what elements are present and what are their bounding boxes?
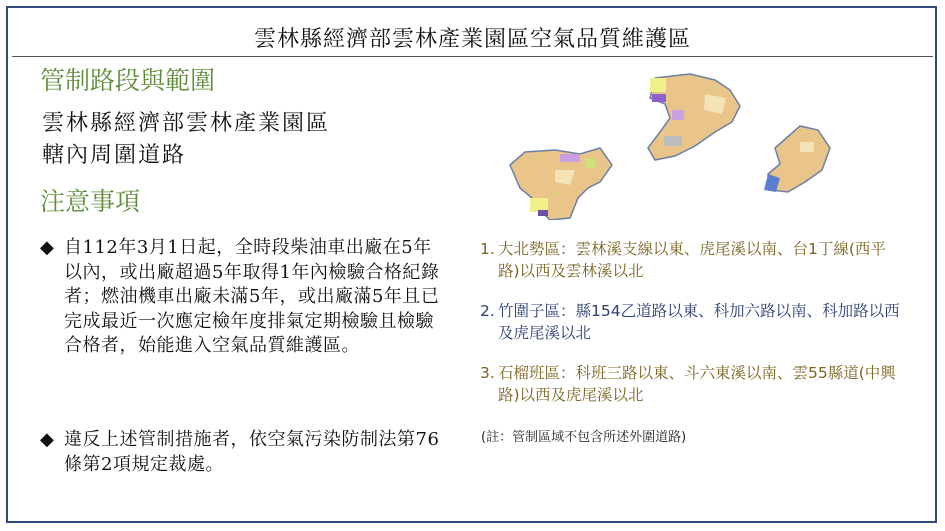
title-divider [12,56,933,57]
zone-text-1: 大北勢區：雲林溪支線以東、虎尾溪以南、台1丁線(西平路)以西及雲林溪以北 [498,240,886,280]
zone-item-3 [480,362,900,406]
scope-line-2: 轄內周圍道路 [42,143,187,168]
slide-title: 雲林縣經濟部雲林產業園區空氣品質維護區 [253,27,691,52]
zone-list [480,238,900,424]
zone-text-3: 石榴班區：科班三路以東、斗六東溪以南、雲55縣道(中興路)以西及虎尾溪以北 [498,364,896,404]
industrial-park-map [500,70,840,220]
zone-item-1 [480,238,900,282]
control-scope-heading: 管制路段與範圍 [40,66,216,95]
bullet-text-2: 違反上述管制措施者，依空氣污染防制法第76條第2項規定裁處。 [64,429,440,475]
bullet-text-1: 自112年3月1日起，全時段柴油車出廠在5年以內，或出廠超過5年取得1年內檢驗合格紀錄者；燃油機車出廠未滿5年，或出廠滿5年且已完成最近一次應定檢年度排氣定期檢驗且檢驗合格者，始能進入空氣品質維護區。 [64,237,440,356]
zone-text-2: 竹圍子區：縣154乙道路以東、科加六路以南、科加路以西及虎尾溪以北 [498,302,900,342]
scope-line-1: 雲林縣經濟部雲林產業園區 [42,111,331,136]
zone-map-west [510,148,612,220]
diamond-bullet-icon: ◆ [40,237,55,258]
zone-number-3: 3. [480,364,495,382]
zone-number-2: 2. [480,302,495,320]
notes-heading: 注意事項 [40,187,141,216]
zone-map-east [764,126,830,192]
zone-number-1: 1. [480,240,495,258]
zone-item-2 [480,300,900,344]
control-scope-text [42,108,330,172]
bullet-item-1 [40,236,450,359]
zone-map-central [648,74,740,160]
footnote: (註：管制區域不包含所述外圍道路) [481,430,687,445]
bullet-item-2 [40,428,450,477]
diamond-bullet-icon: ◆ [40,429,55,450]
